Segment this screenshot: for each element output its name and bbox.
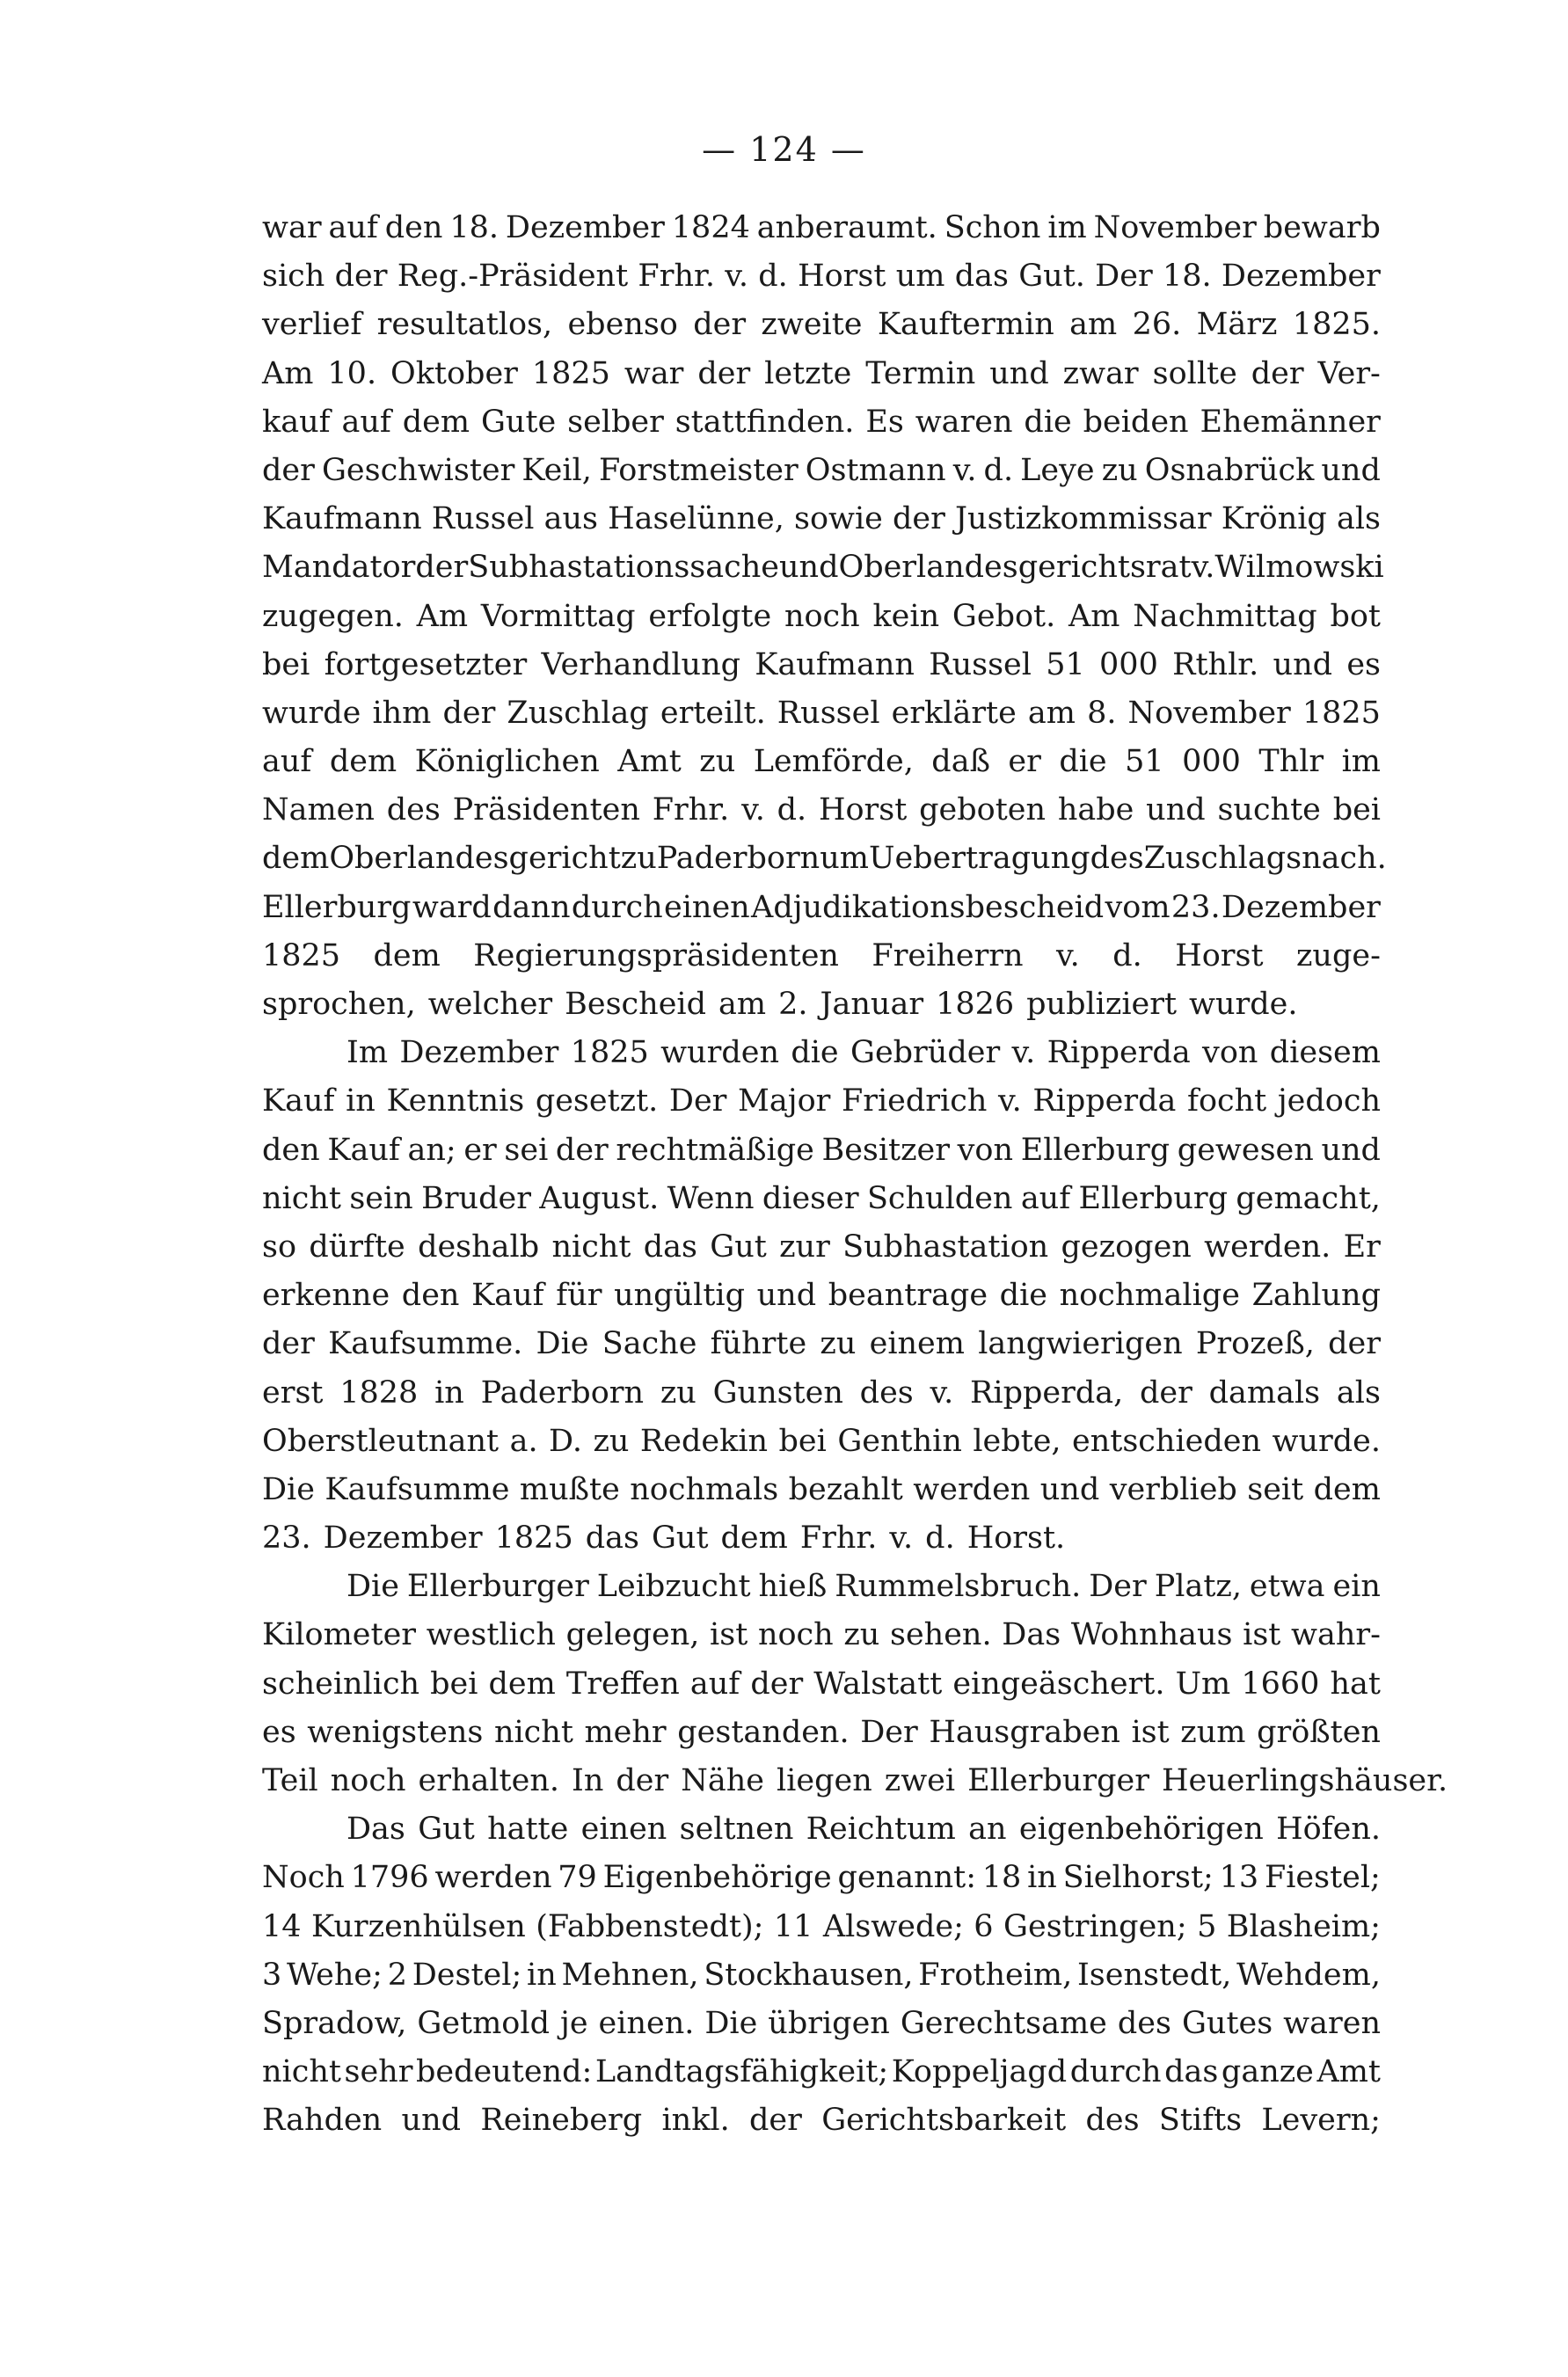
page-number: — 124 — <box>702 130 866 169</box>
text-line: Am 10. Oktober 1825 war der letzte Termin und zwar sollte der Ver- <box>262 355 1381 391</box>
text-line: auf dem Königlichen Amt zu Lemförde, daß er die 51 000 Thlr im <box>262 744 1381 780</box>
text-line: bei fortgesetzter Verhandlung Kaufmann Russel 51 000 Rthlr. und es <box>262 646 1381 682</box>
text-line: Namen des Präsidenten Frhr. v. d. Horst geboten habe und suchte bei <box>262 792 1381 828</box>
text-line: Kaufmann Russel aus Haselünne, sowie der Justizkommissar Krönig als <box>262 501 1381 537</box>
text-line: so dürfte deshalb nicht das Gut zur Subhastation gezogen werden. Er <box>262 1229 1381 1265</box>
text-line: verlief resultatlos, ebenso der zweite Kauftermin am 26. März 1825. <box>262 307 1381 343</box>
text-line: den Kauf an; er sei der rechtmäßige Besitzer von Ellerburg gewesen und <box>262 1132 1381 1168</box>
text-line: Rahden und Reineberg inkl. der Gerichtsbarkeit des Stifts Levern; <box>262 2103 1381 2139</box>
text-line: 1825 dem Regierungspräsidenten Freiherrn v. d. Horst zuge- <box>262 937 1381 973</box>
text-line: 23. Dezember 1825 das Gut dem Frhr. v. d. Horst. <box>262 1520 1066 1557</box>
text-line: erkenne den Kauf für ungültig und beantrage die nochmalige Zahlung <box>262 1278 1381 1314</box>
text-line: Kilometer westlich gelegen, ist noch zu sehen. Das Wohnhaus ist wahr- <box>262 1617 1381 1653</box>
text-line: nicht sein Bruder August. Wenn dieser Schulden auf Ellerburg gemacht, <box>262 1180 1381 1216</box>
text-line: der Kaufsumme. Die Sache führte zu einem langwierigen Prozeß, der <box>262 1326 1381 1362</box>
text-line: Noch 1796 werden 79 Eigenbehörige genannt: 18 in Sielhorst; 13 Fiestel; <box>262 1860 1381 1896</box>
text-line: Das Gut hatte einen seltnen Reichtum an eigenbehörigen Höfen. <box>346 1812 1381 1848</box>
text-line: Die Ellerburger Leibzucht hieß Rummelsbruch. Der Platz, etwa ein <box>346 1569 1381 1605</box>
text-line: 14 Kurzenhülsen (Fabbenstedt); 11 Alswede; 6 Gestringen; 5 Blasheim; <box>262 1908 1381 1944</box>
text-line: war auf den 18. Dezember 1824 anberaumt. Schon im November bewarb <box>262 210 1381 245</box>
text-line: kauf auf dem Gute selber stattfinden. Es waren die beiden Ehemänner <box>262 404 1381 440</box>
text-line: Teil noch erhalten. In der Nähe liegen zwei Ellerburger Heuerlingshäuser. <box>262 1763 1448 1798</box>
text-line: erst 1828 in Paderborn zu Gunsten des v. Ripperda, der damals als <box>262 1374 1381 1411</box>
text-line: Die Kaufsumme mußte nochmals bezahlt werden und verblieb seit dem <box>262 1471 1381 1507</box>
text-line: 3 Wehe; 2 Destel; in Mehnen, Stockhausen, Frotheim, Isenstedt, Wehdem, <box>262 1957 1381 1993</box>
text-line: nicht sehr bedeutend: Landtagsfähigkeit; Koppeljagd durch das ganze Amt <box>262 2054 1381 2090</box>
text-line: sprochen, welcher Bescheid am 2. Januar 1826 publiziert wurde. <box>262 987 1298 1022</box>
text-line: Im Dezember 1825 wurden die Gebrüder v. Ripperda von diesem <box>346 1035 1381 1071</box>
text-line: es wenigstens nicht mehr gestanden. Der Hausgraben ist zum größten <box>262 1714 1381 1750</box>
text-line: dem Oberlandesgericht zu Paderborn um Uebertragung des Zuschlags nach. <box>262 841 1387 877</box>
text-line: Ellerburg ward dann durch einen Adjudikationsbescheid vom 23. Dezember <box>262 889 1381 925</box>
text-line: sich der Reg.-Präsident Frhr. v. d. Horst um das Gut. Der 18. Dezember <box>262 259 1381 295</box>
text-line: Kauf in Kenntnis gesetzt. Der Major Friedrich v. Ripperda focht jedoch <box>262 1083 1381 1119</box>
text-line: zugegen. Am Vormittag erfolgte noch kein Gebot. Am Nachmittag bot <box>262 598 1381 634</box>
body-text <box>262 204 1448 2146</box>
text-line: wurde ihm der Zuschlag erteilt. Russel erklärte am 8. November 1825 <box>262 695 1381 731</box>
text-line: Oberstleutnant a. D. zu Redekin bei Genthin lebte, entschieden wurde. <box>262 1423 1381 1459</box>
text-line: Mandator der Subhastationssache und Oberlandesgerichtsrat v. Wilmowski <box>262 550 1384 586</box>
text-line: scheinlich bei dem Treffen auf der Walstatt eingeäschert. Um 1660 hat <box>262 1666 1381 1702</box>
text-line: der Geschwister Keil, Forstmeister Ostmann v. d. Leye zu Osnabrück und <box>262 452 1381 488</box>
text-line: Spradow, Getmold je einen. Die übrigen Gerechtsame des Gutes waren <box>262 2005 1381 2041</box>
